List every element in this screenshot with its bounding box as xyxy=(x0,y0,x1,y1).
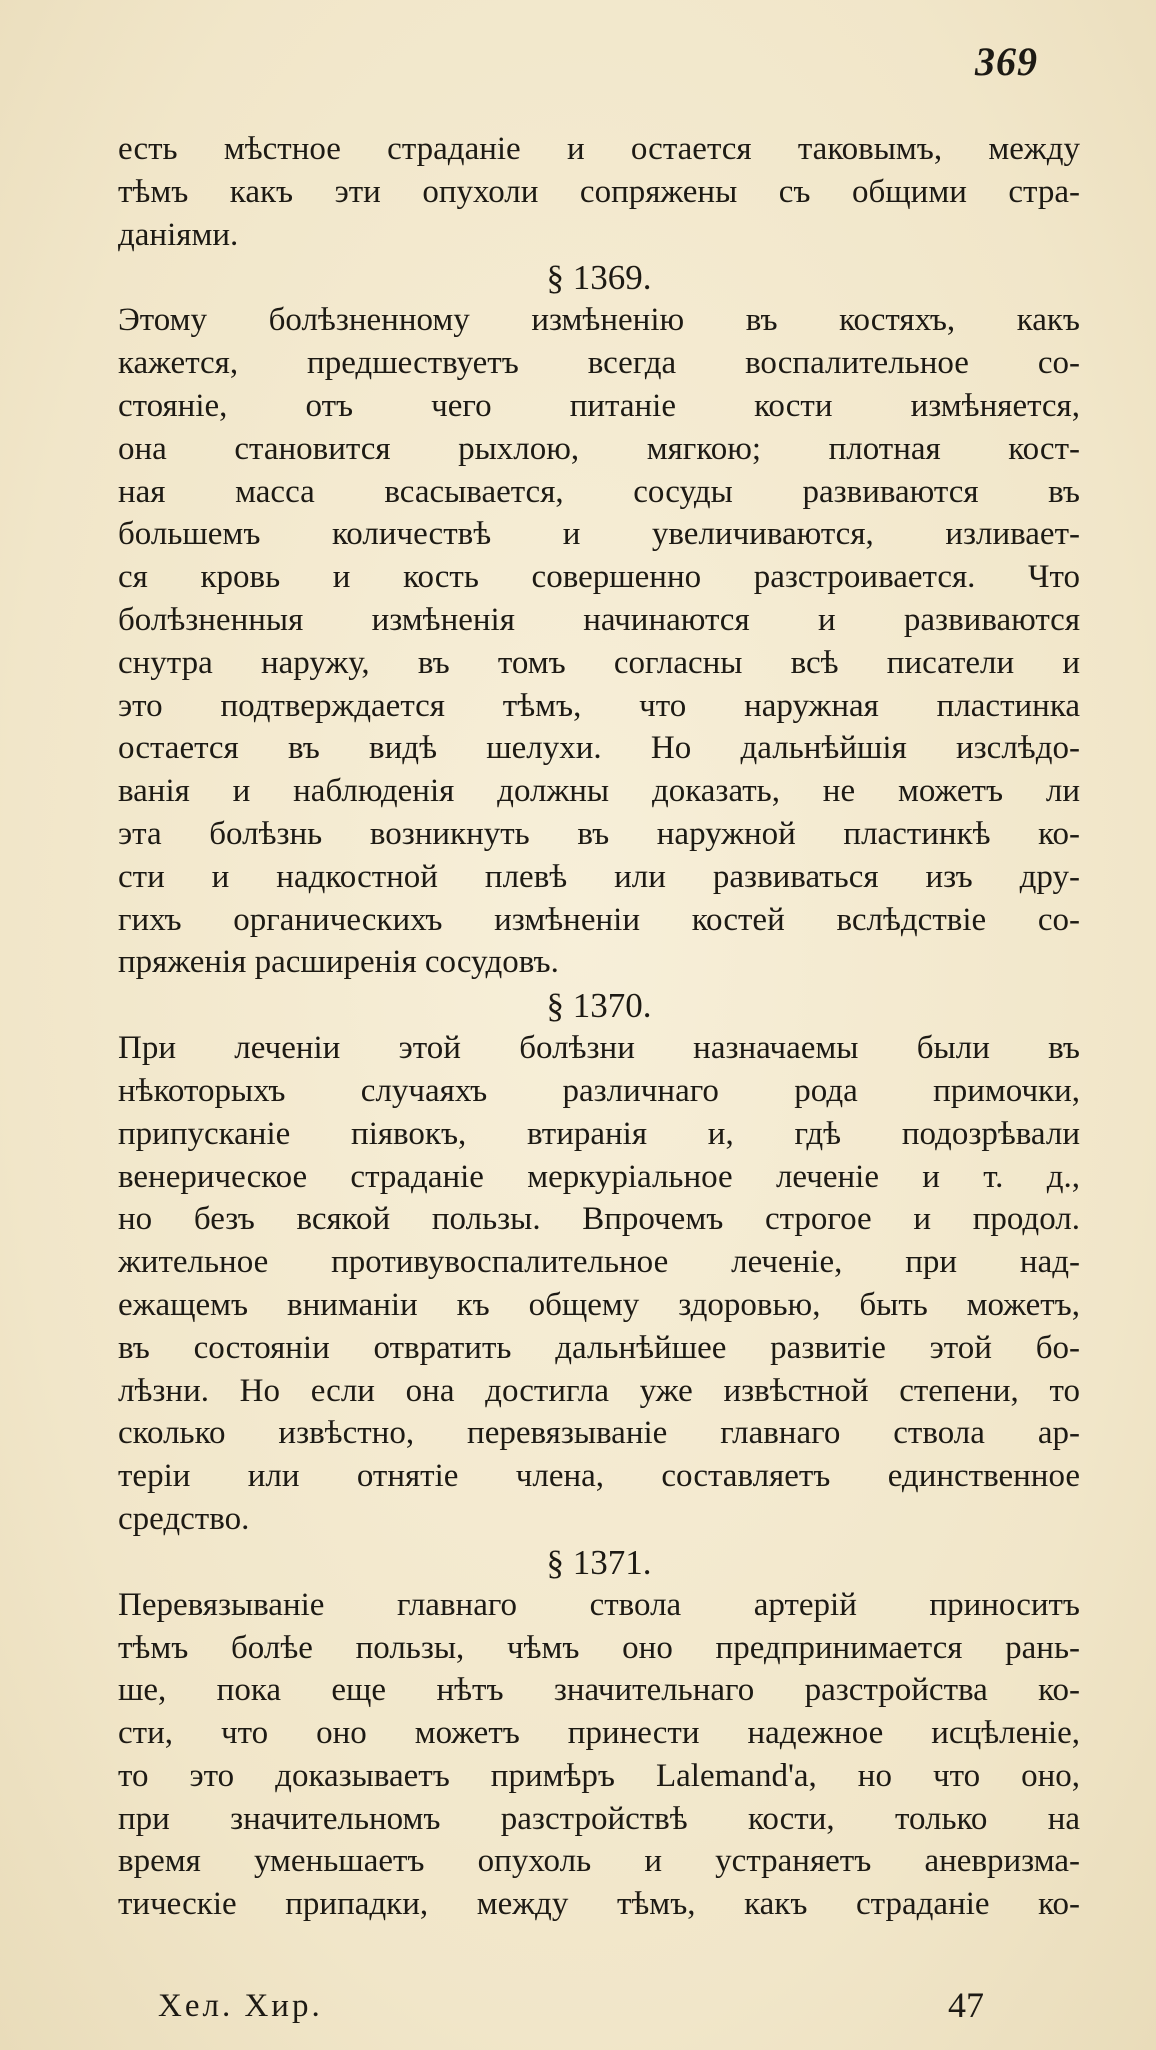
page-number: 369 xyxy=(975,39,1038,84)
text-line: пряженія расширенія сосудовъ. xyxy=(118,944,559,981)
text-line: но безъ всякой пользы. Впрочемъ строгое и продол. xyxy=(118,1201,1080,1238)
text-line: есть мѣстное страданіе и остается таковымъ, между xyxy=(118,131,1080,167)
section-heading-1370: § 1370. xyxy=(546,986,652,1026)
text-line: при значительномъ разстройствѣ кости, только на xyxy=(118,1800,1080,1837)
section-heading-1371: § 1371. xyxy=(546,1542,652,1582)
text-line: она становится рыхлою, мягкою; плотная кост- xyxy=(118,430,1080,467)
text-line: жительное противувоспалительное леченіе, при над- xyxy=(118,1244,1080,1281)
text-line: то это доказываетъ примѣръ Lalemand'а, но что оно, xyxy=(118,1757,1080,1794)
text-line: тическіе припадки, между тѣмъ, какъ страданіе ко- xyxy=(118,1886,1080,1923)
text-line: теріи или отнятіе члена, составляетъ единственное xyxy=(118,1458,1080,1495)
text-line: сти и надкостной плевѣ или развиваться изъ дру- xyxy=(118,858,1080,895)
text-line: снутра наружу, въ томъ согласны всѣ писатели и xyxy=(118,644,1080,681)
text-line: эта болѣзнь возникнуть въ наружной пластинкѣ ко- xyxy=(118,815,1080,852)
text-line: сколько извѣстно, перевязываніе главнаго ствола ар- xyxy=(118,1415,1080,1452)
text-line: Перевязываніе главнаго ствола артерій приноситъ xyxy=(118,1586,1080,1623)
text-line: это подтверждается тѣмъ, что наружная пластинка xyxy=(118,687,1080,724)
text-line: въ состояніи отвратить дальнѣйшее развитіе этой бо- xyxy=(118,1329,1080,1366)
section-heading-1369: § 1369. xyxy=(546,258,652,298)
page-text xyxy=(118,128,1080,1926)
text-line: лѣзни. Но если она достигла уже извѣстной степени, то xyxy=(118,1372,1080,1409)
text-line: венерическое страданіе меркуріальное леченіе и т. д., xyxy=(118,1158,1080,1195)
text-line: ше, пока еще нѣтъ значительнаго разстройства ко- xyxy=(118,1672,1080,1709)
text-line: Этому болѣзненному измѣненію въ костяхъ, какъ xyxy=(118,302,1080,339)
signature-mark: Хел. Хир. xyxy=(158,1988,323,2024)
text-line: гихъ органическихъ измѣненіи костей вслѣдствіе со- xyxy=(118,901,1080,938)
text-line: средство. xyxy=(118,1500,250,1537)
text-line: тѣмъ какъ эти опухоли сопряжены съ общими стра- xyxy=(118,173,1080,210)
text-line: кажется, предшествуетъ всегда воспалительное со- xyxy=(118,345,1080,382)
text-line: тѣмъ болѣе пользы, чѣмъ оно предпринимается рань- xyxy=(118,1629,1080,1666)
text-line: остается въ видѣ шелухи. Но дальнѣйшія изслѣдо- xyxy=(118,730,1080,767)
text-line: сти, что оно можетъ принести надежное исцѣленіе, xyxy=(118,1715,1080,1752)
text-line: даніями. xyxy=(118,216,239,253)
text-line: ная масса всасывается, сосуды развиваются въ xyxy=(118,473,1080,510)
page-footer xyxy=(118,1985,1080,2032)
text-line: нѣкоторыхъ случаяхъ различнаго рода примочки, xyxy=(118,1072,1080,1109)
gathering-number: 47 xyxy=(948,1985,984,2025)
text-line: ся кровь и кость совершенно разстроивается. Что xyxy=(118,559,1080,596)
text-line: ванія и наблюденія должны доказать, не можетъ ли xyxy=(118,773,1080,810)
text-line: время уменьшаетъ опухоль и устраняетъ аневризма- xyxy=(118,1843,1080,1880)
text-line: большемъ количествѣ и увеличиваются, изливает- xyxy=(118,516,1080,553)
text-line: болѣзненныя измѣненія начинаются и развиваются xyxy=(118,601,1080,638)
text-line: ежащемъ вниманіи къ общему здоровью, быть можетъ, xyxy=(118,1286,1080,1323)
text-line: стояніе, отъ чего питаніе кости измѣняется, xyxy=(118,387,1080,424)
text-line: припусканіе піявокъ, втиранія и, гдѣ подозрѣвали xyxy=(118,1115,1080,1152)
text-line: При леченіи этой болѣзни назначаемы были въ xyxy=(118,1030,1080,1067)
